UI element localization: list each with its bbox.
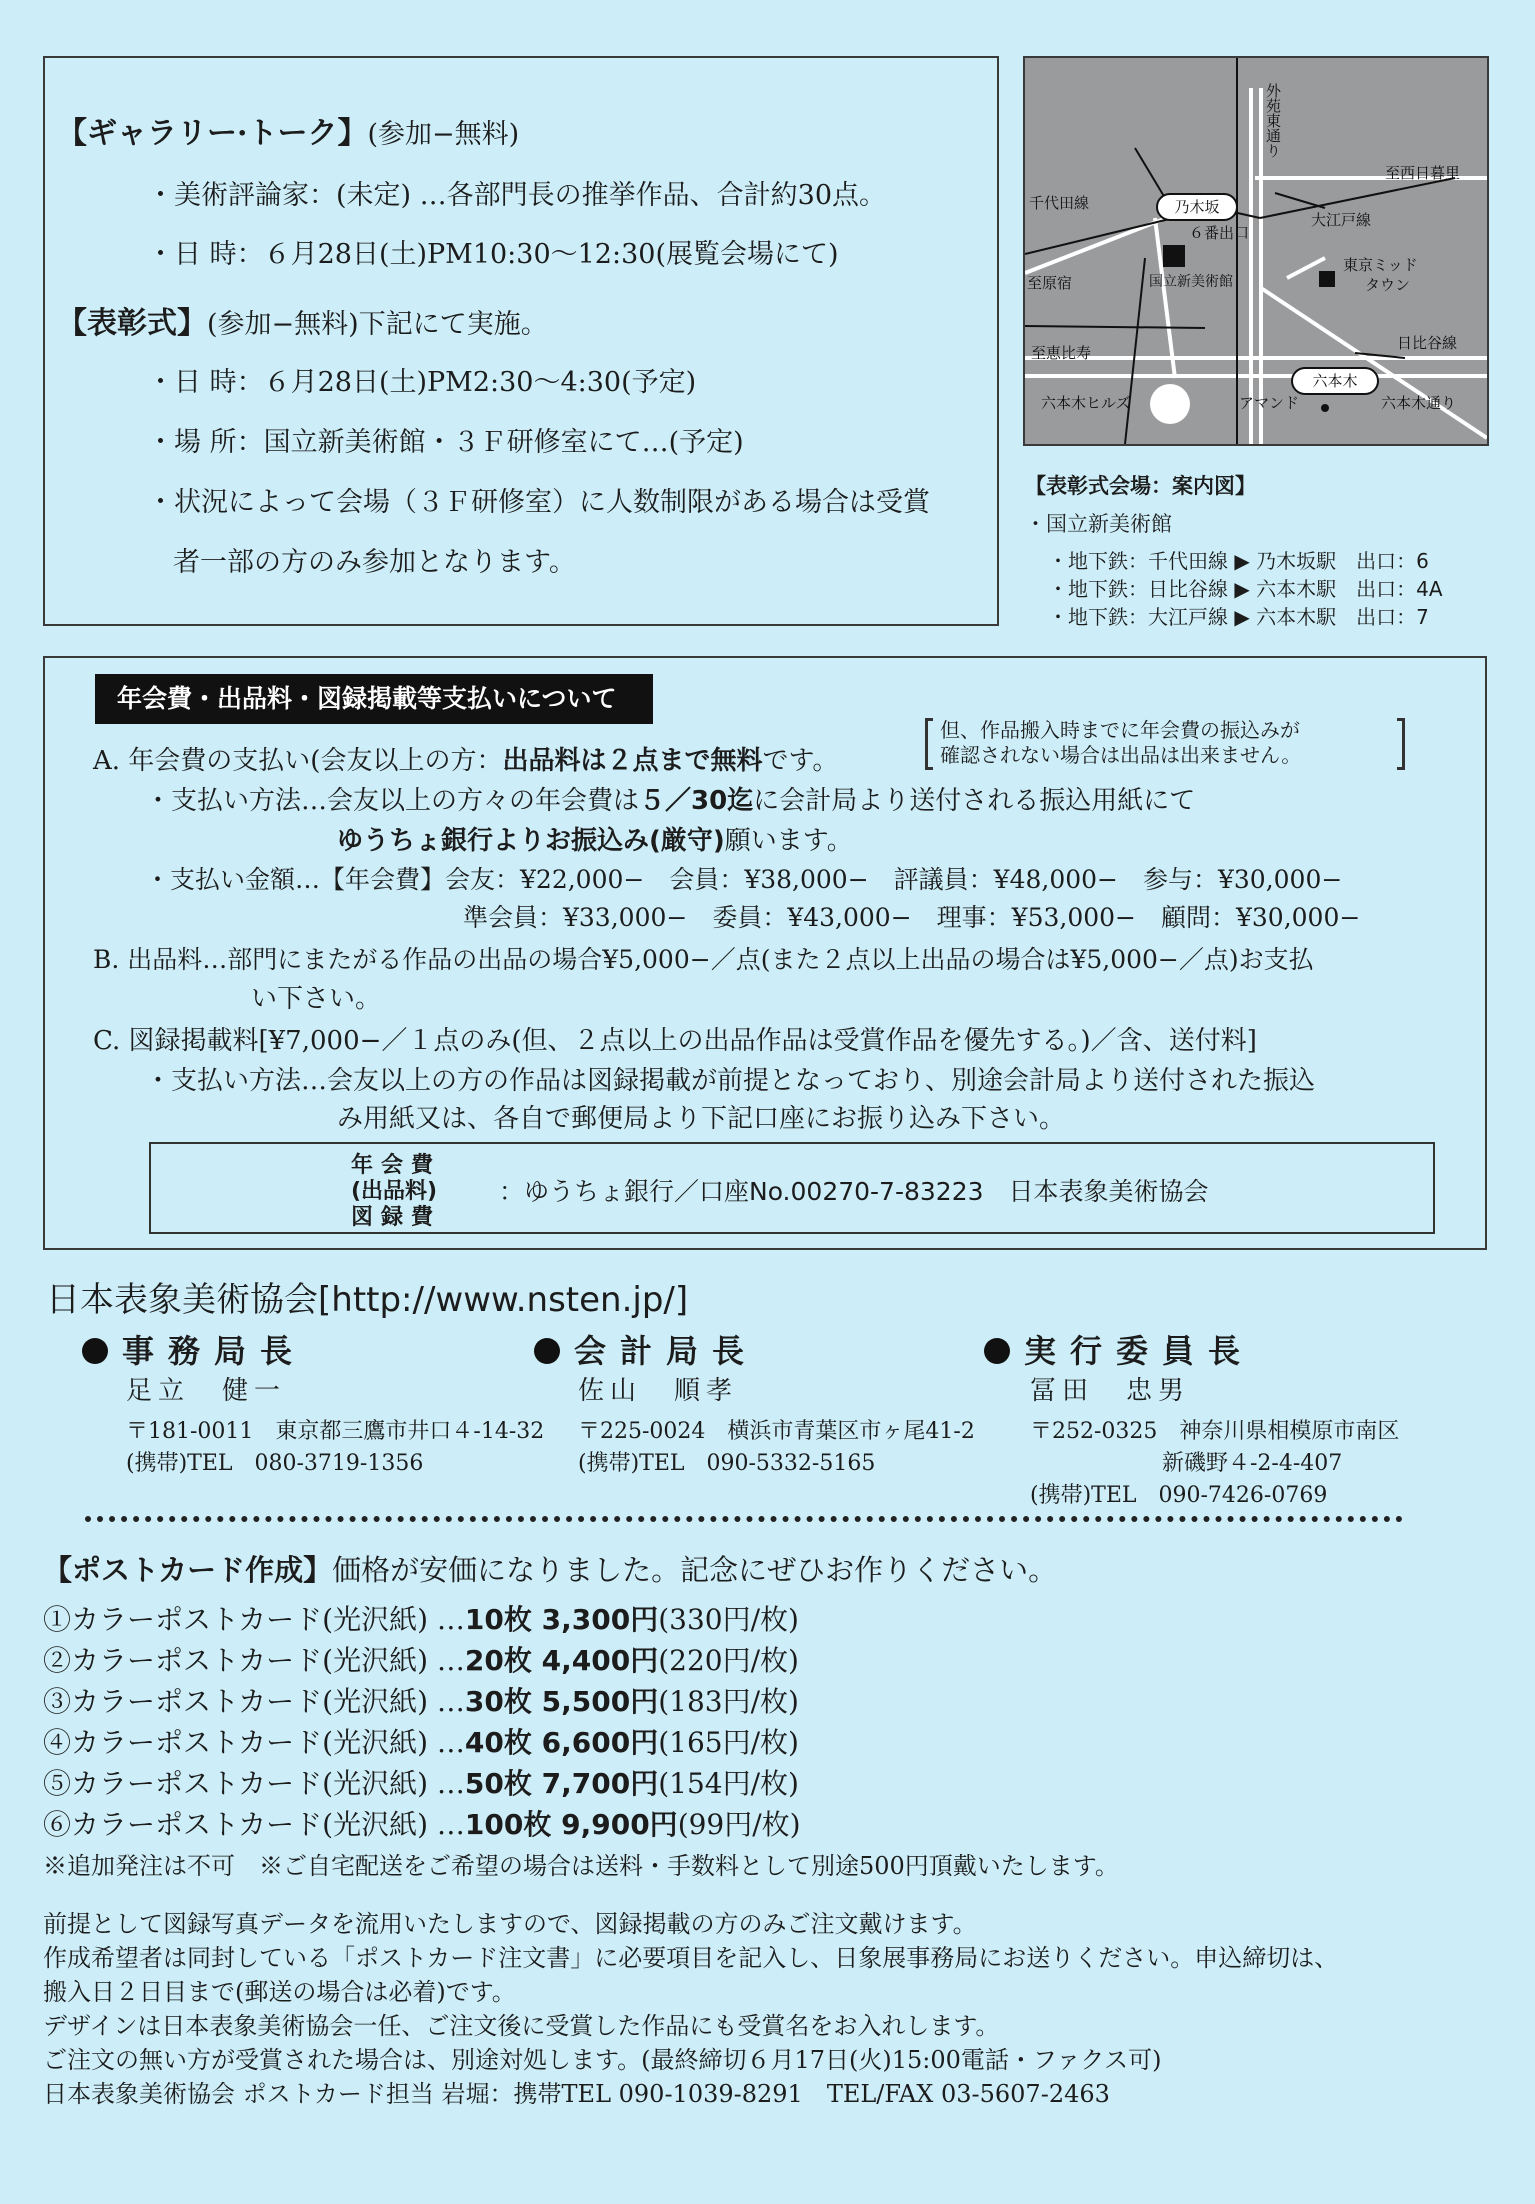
postcard-item-unit: (183円/枚) [658, 1685, 799, 1718]
payment-c-line-2: ・支払い方法…会友以上の方の作品は図録掲載が前提となっており、別途会計局より送付された振込 [145, 1066, 1316, 1096]
payment-a-line [93, 740, 838, 777]
contact-role: 実行委員長 [1024, 1332, 1255, 1370]
map-label-harajuku: 至原宿 [1027, 274, 1073, 292]
contact-name: 冨田 忠男 [1030, 1376, 1191, 1406]
postcard-item [43, 1680, 799, 1720]
postcard-item [43, 1721, 799, 1761]
talk-date-line: ・日 時：６月28日(土)PM10:30〜12:30(展覧会場にて) [147, 239, 839, 270]
postcard-item [43, 1639, 799, 1679]
acct-label-3: 図録費 [351, 1205, 442, 1230]
postcard-paragraph-2: 作成希望者は同封している「ポストカード注文書」に必要項目を記入し、日象展事務局にお送りください。申込締切は、 [43, 1944, 1339, 1972]
ceremony-heading: 【表彰式】 [57, 306, 207, 341]
contact-address: 〒181-0011 東京都三鷹市井口４-14-32 [126, 1419, 545, 1444]
payment-title: 年会費・出品料・図録掲載等支払いについて [95, 674, 653, 724]
postcard-heading-text: 価格が安価になりました。記念にぜひお作りください。 [332, 1553, 1058, 1587]
capacity-note-line-2: 者一部の方のみ参加となります。 [173, 547, 576, 578]
contact-committee [984, 1326, 1254, 1372]
payment-method-bold: ５／30迄 [639, 786, 754, 816]
contact-address: 〒225-0024 横浜市青葉区市ヶ尾41-2 [578, 1419, 975, 1444]
venue-map [1023, 56, 1489, 446]
map-label-nogizaka: 乃木坂 [1174, 198, 1220, 216]
payment-amount-line-2: 準会員：¥33,000− 委員：¥43,000− 理事：¥53,000− 顧問：¥30,000− [463, 903, 1361, 932]
postcard-paragraph-5: ご注文の無い方が受賞された場合は、別途対処します。(最終締切６月17日(火)15:00電話・ファクス可) [43, 2046, 1162, 2074]
dotted-divider [85, 1516, 1403, 1522]
map-label-roppongi-dori: 六本木通り [1381, 394, 1457, 412]
org-title: 日本表象美術協会[http://www.nsten.jp/] [46, 1280, 689, 1320]
postcard-item-unit: (165円/枚) [658, 1726, 799, 1759]
contact-phone: (携帯)TEL 090-7426-0769 [1030, 1483, 1328, 1508]
map-label-midtown-2: タウン [1365, 276, 1411, 294]
map-label-gaien: 外苑東通り [1264, 83, 1282, 158]
contact-accounting [534, 1326, 758, 1372]
gallery-talk-note: (参加−無料) [367, 119, 520, 150]
contact-role: 事務局長 [122, 1332, 307, 1370]
critic-line: ・美術評論家：(未定) …各部門長の推挙作品、合計約30点。 [147, 180, 887, 211]
map-label-midtown-1: 東京ミッド [1343, 256, 1418, 274]
payment-b-line-2: い下さい。 [251, 984, 382, 1014]
postcard-note: ※追加発注は不可 ※ご自宅配送をご希望の場合は送料・手数料として別途500円頂戴いたします。 [43, 1852, 1119, 1880]
map-label-roppongi: 六本木 [1312, 372, 1358, 390]
postcard-item-unit: (99円/枚) [677, 1808, 801, 1841]
payment-method2-bold: ゆうちょ銀行よりお振込み(厳守) [337, 826, 725, 856]
postcard-item [43, 1598, 799, 1638]
payment-c-line-1: C. 図録掲載料[¥7,000−／１点のみ(但、２点以上の出品作品は受賞作品を優先する。)／含、送付料] [93, 1026, 1257, 1056]
gallery-talk-heading: 【ギャラリー·トーク】 [57, 116, 368, 151]
payment-method2-suffix: 願います。 [724, 826, 853, 856]
postcard-contact: 日本表象美術協会 ポストカード担当 岩堀：携帯TEL 090-1039-8291 TEL/FAX 03-5607-2463 [43, 2080, 1110, 2108]
bullet-icon [82, 1338, 108, 1364]
contact-name: 佐山 順孝 [578, 1376, 739, 1406]
postcard-paragraph-4: デザインは日本表象美術協会一任、ご注文後に受賞した作品にも受賞名をお入れします。 [43, 2012, 1000, 2040]
venue-route-2: ・地下鉄：日比谷線 ▶ 六本木駅 出口：4A [1048, 577, 1443, 601]
payment-method-line [145, 780, 1195, 817]
payment-b-line-1: B. 出品料…部門にまたがる作品の出品の場合¥5,000−／点(また２点以上出品の場合は¥5,000−／点)お支払 [93, 945, 1314, 974]
postcard-item-name: ①カラーポストカード(光沢紙) … [43, 1603, 465, 1636]
map-label-chiyoda: 千代田線 [1029, 194, 1090, 212]
payment-note [925, 718, 1405, 770]
map-label-hibiya: 日比谷線 [1397, 334, 1458, 352]
postcard-heading: 【ポストカード作成】 [43, 1553, 333, 1587]
contact-role: 会計局長 [574, 1332, 759, 1370]
postcard-item-qty: 20枚 4,400円 [464, 1644, 659, 1677]
payment-amount-line-1: ・支払い金額…【年会費】会友：¥22,000− 会員：¥38,000− 評議員：¥48,000− 参与：¥30,000− [145, 865, 1343, 894]
postcard-paragraph-1: 前提として図録写真データを流用いたしますので、図録掲載の方のみご注文戴けます。 [43, 1910, 977, 1938]
postcard-item-qty: 10枚 3,300円 [464, 1603, 659, 1636]
acct-label-2: (出品料) [351, 1179, 438, 1204]
postcard-item-unit: (154円/枚) [658, 1767, 799, 1800]
postcard-item-qty: 30枚 5,500円 [464, 1685, 659, 1718]
payment-a-bold: 出品料は２点まで無料 [502, 746, 763, 776]
ceremony-date-line: ・日 時：６月28日(土)PM2:30〜4:30(予定) [147, 367, 697, 398]
ceremony-note: (参加−無料)下記にて実施。 [207, 309, 548, 340]
contact-phone: (携帯)TEL 080-3719-1356 [126, 1451, 424, 1476]
map-label-nishinippori: 至西日暮里 [1385, 164, 1461, 182]
bullet-icon [984, 1338, 1010, 1364]
payment-a-prefix: A. 年会費の支払い(会友以上の方： [93, 746, 503, 776]
map-label-oedo: 大江戸線 [1311, 211, 1372, 229]
postcard-item-unit: (330円/枚) [658, 1603, 799, 1636]
payment-section [43, 656, 1487, 1250]
bank-account-box [149, 1142, 1435, 1234]
postcard-item-name: ⑥カラーポストカード(光沢紙) … [43, 1808, 465, 1841]
acct-label-1: 年会費 [351, 1153, 442, 1178]
contact-address-2: 新磯野４-2-4-407 [1030, 1451, 1343, 1476]
payment-method-line-2 [337, 820, 853, 857]
payment-method-suffix: に会計局より送付される振込用紙にて [753, 786, 1196, 816]
postcard-item [43, 1762, 799, 1802]
bullet-icon [534, 1338, 560, 1364]
contact-phone: (携帯)TEL 090-5332-5165 [578, 1451, 876, 1476]
contact-address: 〒252-0325 神奈川県相模原市南区 [1030, 1419, 1400, 1444]
postcard-item [43, 1803, 801, 1843]
capacity-note-line: ・状況によって会場（３Ｆ研修室）に人数制限がある場合は受賞 [147, 487, 930, 518]
postcard-paragraph-3: 搬入日２日目まで(郵送の場合は必着)です。 [43, 1978, 516, 2006]
payment-a-suffix: です。 [762, 746, 839, 776]
payment-c-line-3: み用紙又は、各自で郵便局より下記口座にお振り込み下さい。 [337, 1104, 1066, 1134]
postcard-item-name: ⑤カラーポストカード(光沢紙) … [43, 1767, 465, 1800]
postcard-item-name: ③カラーポストカード(光沢紙) … [43, 1685, 465, 1718]
ceremony-place-line: ・場 所：国立新美術館・３Ｆ研修室にて…(予定) [147, 427, 744, 458]
contact-secretary [82, 1326, 306, 1372]
payment-note-line-2: 確認されない場合は出品は出来ません。 [940, 743, 1302, 767]
payment-method-prefix: ・支払い方法…会友以上の方々の年会費は [145, 786, 640, 816]
contact-name: 足立 健一 [126, 1376, 287, 1406]
payment-note-line-1: 但、作品搬入時までに年会費の振込みが [940, 718, 1300, 742]
postcard-item-name: ④カラーポストカード(光沢紙) … [43, 1726, 465, 1759]
map-label-nact: 国立新美術館 [1149, 274, 1233, 290]
map-label-almond: アマンド [1239, 394, 1300, 412]
gallery-talk-section [43, 56, 999, 626]
postcard-item-unit: (220円/枚) [658, 1644, 799, 1677]
map-label-ebisu: 至恵比寿 [1031, 344, 1092, 362]
postcard-heading-line [43, 1548, 1057, 1589]
map-label-exit6: ６番出口 [1189, 224, 1250, 242]
venue-name: ・国立新美術館 [1025, 512, 1172, 536]
map-label-hills: 六本木ヒルズ [1041, 394, 1131, 412]
postcard-item-qty: 100枚 9,900円 [464, 1808, 678, 1841]
venue-route-1: ・地下鉄：千代田線 ▶ 乃木坂駅 出口：6 [1048, 549, 1429, 573]
venue-title: 【表彰式会場：案内図】 [1025, 474, 1256, 498]
venue-route-3: ・地下鉄：大江戸線 ▶ 六本木駅 出口：7 [1048, 605, 1429, 629]
postcard-item-name: ②カラーポストカード(光沢紙) … [43, 1644, 465, 1677]
postcard-item-qty: 50枚 7,700円 [464, 1767, 659, 1800]
acct-details: ：ゆうちょ銀行／口座No.00270-7-83223 日本表象美術協会 [499, 1177, 1209, 1206]
postcard-item-qty: 40枚 6,600円 [464, 1726, 659, 1759]
